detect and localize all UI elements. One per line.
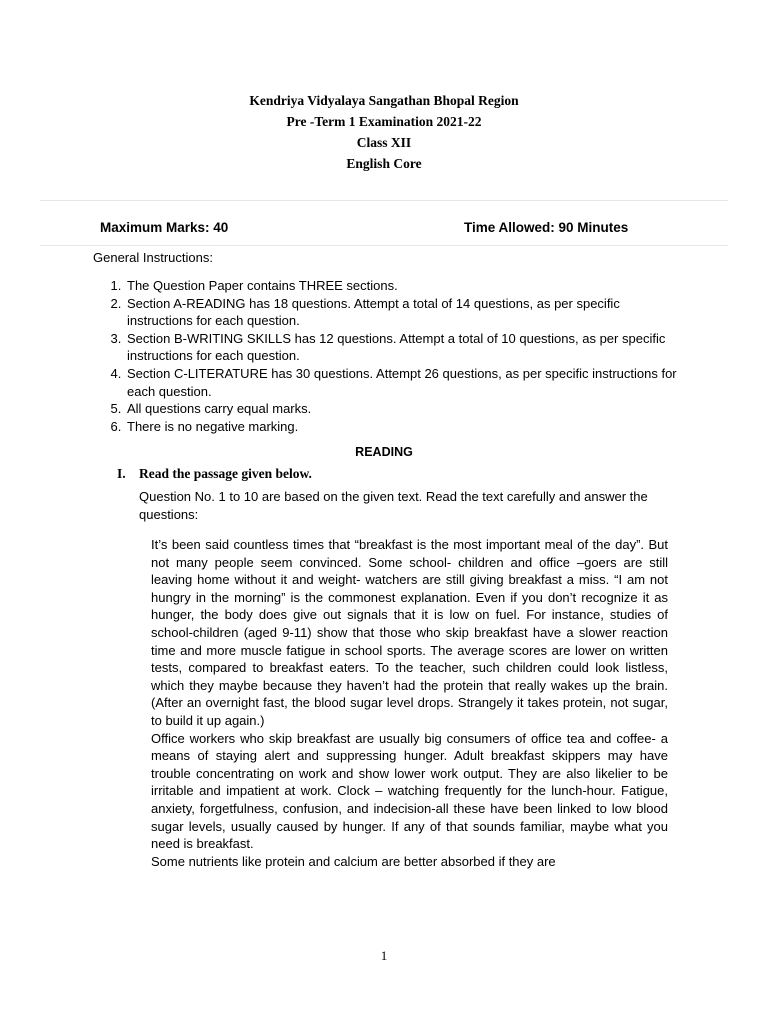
instruction-item: 6. There is no negative marking. xyxy=(125,418,685,436)
instruction-item: 2. Section A-READING has 18 questions. Attempt a total of 14 questions, as per specific instructions for each question. xyxy=(125,295,685,330)
instruction-item: 1. The Question Paper contains THREE sections. xyxy=(125,277,685,295)
reading-heading: READING xyxy=(355,445,413,459)
reading-passage xyxy=(151,536,668,870)
instruction-item: 3. Section B-WRITING SKILLS has 12 questions. Attempt a total of 10 questions, as per specific instructions for each question. xyxy=(125,330,685,365)
exam-title: Pre -Term 1 Examination 2021-22 xyxy=(286,114,482,129)
instruction-item: 4. Section C-LITERATURE has 30 questions. Attempt 26 questions, as per specific instructions for each question. xyxy=(125,365,685,400)
passage-paragraph: Some nutrients like protein and calcium are better absorbed if they are xyxy=(151,853,556,869)
question-intro: Question No. 1 to 10 are based on the given text. Read the text carefully and answer the questions: xyxy=(139,489,648,522)
school-name: Kendriya Vidyalaya Sangathan Bhopal Region xyxy=(249,93,519,108)
header-divider xyxy=(40,200,728,201)
passage-paragraph: It’s been said countless times that “breakfast is the most important meal of the day”. But not many people seem convinced. Some school- children and office –goers are still leaving home without it and weight- watchers are still giving breakfast a miss. “I am not hungry in the morning” is the commonest explanation. Even if you don’t recognize it as hunger, the body does give out signals that it is low on fuel. For instance, studies of school-children (aged 9-11) show that those who skip breakfast have a slower reaction time and more muscle fatigue in school sports. The average scores are lower on written tests, compared to breakfast eaters. To the teacher, such children could look listless, which they maybe because they haven’t had the protein that really wakes up the brain. (After an overnight fast, the blood sugar level drops. Strangely it takes protein, not sugar, to build it up again.) xyxy=(151,537,668,728)
passage-paragraph: Office workers who skip breakfast are usually big consumers of office tea and coffee- a means of staying alert and suppressing hunger. Adult breakfast skippers may have trouble concentrating on work and show lower work output. They are also likelier to be irritable and impatient at work. Clock – watching frequently for the lunch-hour. Fatigue, anxiety, forgetfulness, confusion, and indecision-all these have been linked to low blood sugar levels, usually caused by hunger. If any of that sounds familiar, maybe what you need is breakfast. xyxy=(151,730,668,852)
section-title: Read the passage given below. xyxy=(139,466,312,481)
class-label: Class XII xyxy=(356,135,412,150)
instruction-item: 5. All questions carry equal marks. xyxy=(125,400,685,418)
maximum-marks: Maximum Marks: 40 xyxy=(100,220,229,235)
instructions-list xyxy=(80,277,685,435)
page-number: 1 xyxy=(380,948,388,963)
general-instructions-title: General Instructions: xyxy=(93,250,213,265)
subject-label: English Core xyxy=(346,156,422,171)
time-allowed: Time Allowed: 90 Minutes xyxy=(464,220,629,235)
meta-divider xyxy=(40,245,728,246)
section-number: I. xyxy=(117,466,126,481)
